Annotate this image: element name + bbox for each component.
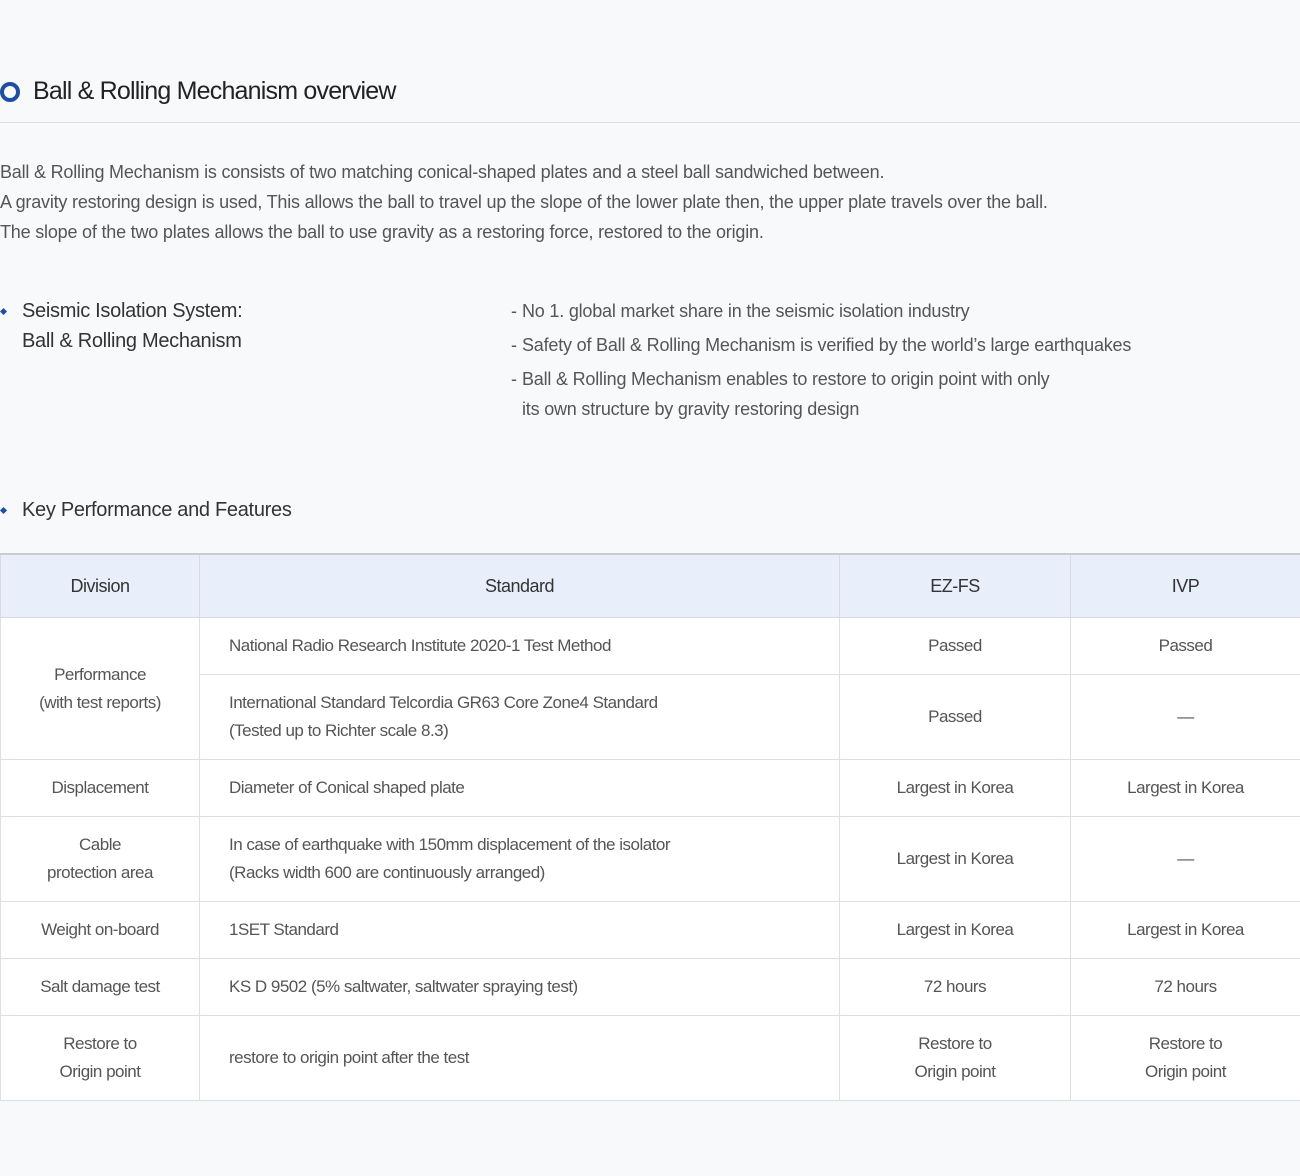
- table-row: [1, 1016, 1300, 1101]
- division-cell: [1, 902, 200, 959]
- division-cell: [1, 817, 200, 902]
- standard-cell: [200, 675, 840, 760]
- cell-line: restore to origin point after the test: [229, 1048, 469, 1067]
- table-row: [1, 618, 1300, 675]
- cell-line: (Tested up to Richter scale 8.3): [229, 721, 449, 740]
- division-cell: [1, 1016, 200, 1101]
- cell-line: Passed: [1158, 636, 1213, 655]
- diamond-bullet-icon: [0, 507, 7, 514]
- standard-cell: [200, 817, 840, 902]
- cell-line: Origin point: [914, 1062, 996, 1081]
- cell-line: Performance: [54, 664, 146, 684]
- dash-marker: -: [511, 369, 517, 389]
- ivp-cell: [1071, 959, 1300, 1016]
- division-cell: [1, 959, 200, 1016]
- ivp-cell: [1071, 675, 1300, 760]
- cell-line: Largest in Korea: [896, 849, 1014, 868]
- cell-line: Passed: [928, 636, 982, 655]
- diamond-bullet-icon: [0, 308, 7, 315]
- cell-line: 72 hours: [923, 977, 987, 996]
- cell-line: Origin point: [1145, 1062, 1226, 1081]
- ivp-cell: [1071, 618, 1300, 675]
- intro-line: The slope of the two plates allows the ball to use gravity as a restoring force, restored to the origin.: [0, 222, 764, 242]
- cell-line: (Racks width 600 are continuously arranged): [229, 863, 545, 882]
- standard-cell: [200, 618, 840, 675]
- cell-line: —: [1177, 849, 1194, 868]
- intro-paragraph: [0, 157, 1300, 247]
- ezfs-cell: [840, 959, 1071, 1016]
- cell-line: —: [1177, 707, 1194, 726]
- intro-line: Ball & Rolling Mechanism is consists of two matching conical-shaped plates and a steel ball sandwiched between.: [0, 162, 885, 182]
- cell-line: Weight on-board: [41, 920, 159, 939]
- system-heading: [22, 296, 242, 356]
- ezfs-cell: [840, 675, 1071, 760]
- header-standard: Standard: [200, 554, 840, 618]
- intro-line: A gravity restoring design is used, This allows the ball to travel up the slope of the lower plate then, the upper plate travels over the ball.: [0, 192, 1048, 212]
- dash-marker: -: [511, 335, 517, 355]
- ezfs-cell: [840, 760, 1071, 817]
- cell-line: In case of earthquake with 150mm displacement of the isolator: [229, 835, 671, 854]
- circle-bullet-icon: [0, 82, 20, 102]
- table-row: [1, 902, 1300, 959]
- division-cell: [1, 760, 200, 817]
- standard-cell: [200, 902, 840, 959]
- ivp-cell: [1071, 902, 1300, 959]
- point-text-line: Ball & Rolling Mechanism enables to restore to origin point with only: [522, 369, 1050, 389]
- point-text-line: its own structure by gravity restoring design: [522, 399, 860, 419]
- cell-line: Cable: [79, 835, 121, 854]
- cell-line: Restore to: [1148, 1034, 1223, 1053]
- cell-line: Passed: [928, 707, 982, 726]
- ezfs-cell: [840, 817, 1071, 902]
- point-text: No 1. global market share in the seismic isolation industry: [522, 301, 970, 321]
- system-heading-line: Seismic Isolation System:: [22, 300, 243, 322]
- cell-line: International Standard Telcordia GR63 Core Zone4 Standard: [229, 693, 658, 712]
- list-item: [511, 364, 1131, 424]
- header-ezfs: EZ-FS: [840, 554, 1071, 618]
- cell-line: Displacement: [51, 778, 149, 797]
- system-points-list: [511, 296, 1131, 428]
- system-heading-line: Ball & Rolling Mechanism: [22, 330, 242, 352]
- point-text: [522, 364, 1049, 424]
- table-row: [1, 760, 1300, 817]
- standard-cell: [200, 760, 840, 817]
- cell-line: protection area: [47, 863, 153, 882]
- table-row: [1, 959, 1300, 1016]
- dash-marker: -: [511, 301, 517, 321]
- ivp-cell: [1071, 817, 1300, 902]
- cell-line: (with test reports): [39, 692, 161, 712]
- table-row: [1, 817, 1300, 902]
- cell-line: Largest in Korea: [1127, 920, 1244, 939]
- standard-cell: [200, 1016, 840, 1101]
- section-title-bar: [0, 70, 1300, 123]
- list-item: [511, 296, 1131, 326]
- cell-line: KS D 9502 (5% saltwater, saltwater spraying test): [229, 977, 578, 996]
- features-heading: Key Performance and Features: [22, 499, 292, 521]
- cell-line: 72 hours: [1154, 977, 1217, 996]
- header-ivp: IVP: [1071, 554, 1300, 618]
- cell-line: Origin point: [59, 1062, 141, 1081]
- section-title: Ball & Rolling Mechanism overview: [33, 77, 396, 105]
- cell-line: Largest in Korea: [1127, 778, 1244, 797]
- table-header-row: [1, 554, 1300, 618]
- cell-line: Diameter of Conical shaped plate: [229, 778, 465, 797]
- cell-line: Restore to: [918, 1034, 992, 1053]
- cell-line: 1SET Standard: [229, 920, 339, 939]
- list-item: [511, 330, 1131, 360]
- ezfs-cell: [840, 618, 1071, 675]
- cell-line: Restore to: [63, 1034, 137, 1053]
- header-division: Division: [1, 554, 200, 618]
- ivp-cell: [1071, 1016, 1300, 1101]
- cell-line: National Radio Research Institute 2020-1 Test Method: [229, 636, 611, 655]
- ezfs-cell: [840, 902, 1071, 959]
- standard-cell: [200, 959, 840, 1016]
- division-cell: [1, 618, 200, 760]
- cell-line: Salt damage test: [40, 977, 160, 996]
- cell-line: Largest in Korea: [896, 920, 1014, 939]
- point-text: Safety of Ball & Rolling Mechanism is verified by the world’s large earthquakes: [522, 335, 1132, 355]
- ivp-cell: [1071, 760, 1300, 817]
- ezfs-cell: [840, 1016, 1071, 1101]
- cell-line: Largest in Korea: [896, 778, 1014, 797]
- performance-table: [0, 553, 1300, 1101]
